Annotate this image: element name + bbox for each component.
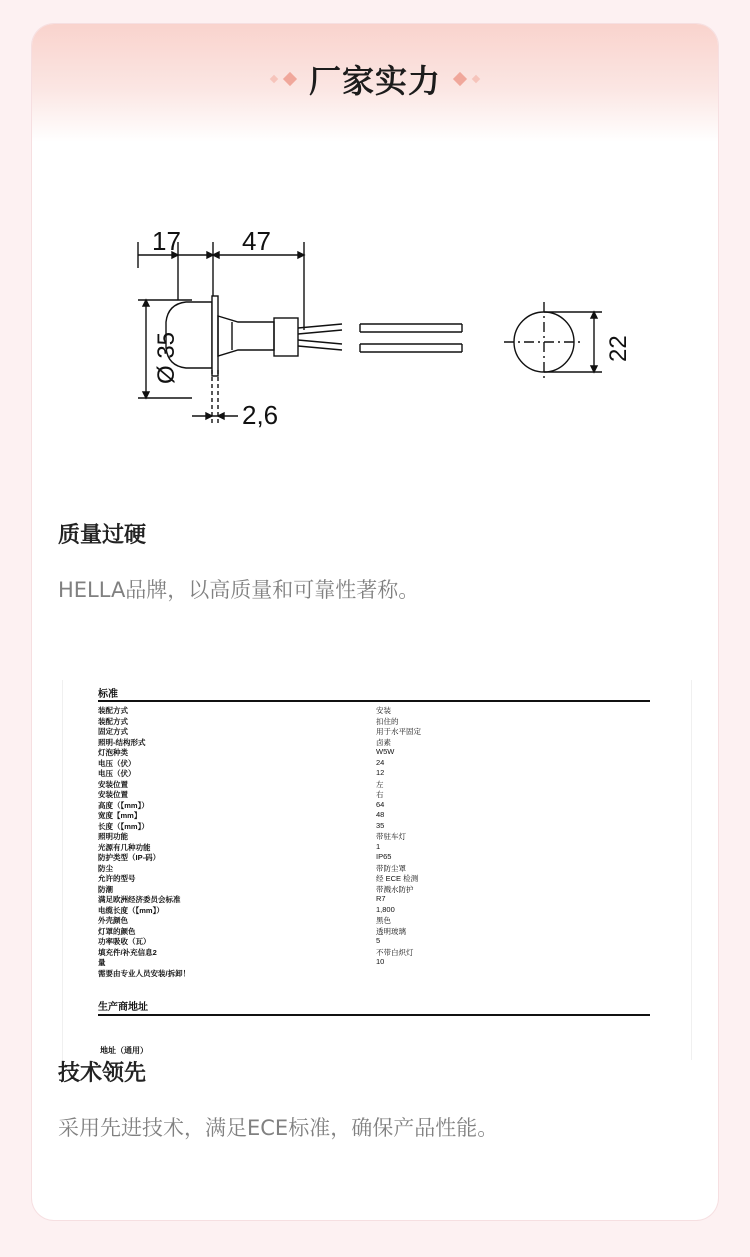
left-decoration	[271, 74, 295, 84]
spec-key: 填充件/补充信息2	[98, 947, 157, 957]
diamond-icon	[270, 75, 278, 83]
factory-strength-card	[32, 24, 718, 1220]
spec-key: 电压（伏）	[98, 758, 136, 768]
spec-sheet	[62, 680, 692, 1060]
spec-key: 安装位置	[98, 779, 128, 789]
spec-value: 扣住的	[376, 716, 399, 726]
spec-key: 固定方式	[98, 727, 128, 736]
spec-row	[98, 863, 658, 874]
divider	[98, 700, 650, 702]
spec-key: 电缆长度（【mm】）	[98, 905, 164, 915]
spec-row	[98, 926, 658, 937]
spec-value: 35	[376, 820, 385, 830]
spec-value: 左	[376, 779, 384, 789]
spec-row	[98, 737, 658, 748]
spec-value: 1	[376, 841, 381, 851]
spec-key: 光源有几种功能	[98, 842, 151, 852]
spec-value: 卤素	[376, 737, 391, 747]
diamond-icon	[283, 72, 297, 86]
spec-key: 需要由专业人员安装/拆卸！	[98, 968, 191, 978]
spec-row	[98, 831, 658, 842]
spec-key: 允许的型号	[98, 874, 136, 883]
spec-heading-2: 生产商地址	[98, 1002, 148, 1013]
section-text: 采用先进技术，满足ECE标准，确保产品性能。	[58, 1116, 499, 1140]
spec-row	[98, 747, 658, 758]
spec-key: 满足欧洲经济委员会标准	[98, 895, 181, 904]
diamond-icon	[453, 72, 467, 86]
spec-row	[98, 821, 658, 832]
dim-label: 22	[605, 335, 632, 362]
spec-key: 防尘	[98, 863, 113, 873]
spec-value: 带防尘罩	[376, 863, 406, 873]
spec-value: 安装	[376, 706, 391, 715]
spec-row	[98, 957, 658, 968]
spec-key: 宽度【mm】	[98, 811, 142, 820]
spec-key: 高度（【mm】）	[98, 800, 149, 810]
spec-key: 照明功能	[98, 832, 128, 841]
spec-value: 5	[376, 936, 381, 945]
spec-value: 带驻车灯	[376, 832, 406, 841]
spec-value: 10	[376, 957, 385, 966]
spec-key: 灯泡种类	[98, 748, 128, 757]
dim-label: Ø 35	[153, 331, 180, 384]
page-title: 厂家实力	[308, 62, 441, 100]
spec-row	[98, 884, 658, 895]
dim-label: 2,6	[242, 400, 279, 430]
spec-value: 透明玻璃	[376, 926, 406, 936]
lamp-dimension-drawing	[132, 220, 652, 470]
spec-value: R7	[376, 894, 386, 903]
spec-key: 装配方式	[98, 706, 128, 715]
spec-value: 12	[376, 768, 385, 777]
spec-row	[98, 789, 658, 800]
spec-row	[98, 716, 658, 727]
spec-value: 1,800	[376, 904, 395, 914]
spec-key: 防护类型（IP-码）	[98, 853, 161, 862]
spec-value: 经 ECE 检测	[376, 874, 419, 883]
spec-row	[98, 810, 658, 821]
spec-key: 照明-结构形式	[98, 737, 146, 747]
spec-row	[98, 873, 658, 884]
spec-row	[98, 947, 658, 958]
spec-key: 防潮	[98, 884, 113, 894]
spec-row	[98, 905, 658, 916]
right-decoration	[455, 74, 479, 84]
spec-value: 24	[376, 757, 385, 767]
spec-value: 用于水平固定	[376, 727, 421, 736]
spec-row	[98, 768, 658, 779]
spec-key: 电压（伏）	[98, 769, 136, 778]
spec-value: W5W	[376, 747, 395, 756]
spec-value: 黑色	[376, 916, 391, 925]
diamond-icon	[472, 75, 480, 83]
spec-heading: 标准	[98, 689, 118, 700]
spec-row	[98, 852, 658, 863]
technical-drawing	[132, 220, 652, 470]
spec-row	[98, 915, 658, 926]
spec-row	[98, 800, 658, 811]
spec-key: 灯罩的颜色	[98, 926, 136, 936]
spec-row	[98, 758, 658, 769]
section-header	[32, 56, 718, 102]
dim-label: 17	[152, 226, 181, 256]
spec-value: 48	[376, 810, 385, 819]
spec-footer: 地址（通用）	[100, 1046, 148, 1055]
spec-key: 装配方式	[98, 716, 128, 726]
spec-value: 64	[376, 799, 385, 809]
spec-key: 量	[98, 958, 106, 967]
spec-key: 长度（【mm】）	[98, 821, 149, 831]
spec-value: 带溅水防护	[376, 884, 414, 894]
spec-key: 功率吸收（瓦）	[98, 937, 151, 946]
spec-value: IP65	[376, 852, 392, 861]
section-title: 质量过硬	[58, 523, 147, 548]
spec-value: 右	[376, 790, 384, 799]
spec-key: 安装位置	[98, 790, 128, 799]
spec-row	[98, 936, 658, 947]
dim-label: 47	[242, 226, 271, 256]
spec-key: 外壳颜色	[98, 916, 128, 925]
spec-row	[98, 705, 658, 716]
section-title: 技术领先	[58, 1061, 147, 1086]
section-text: HELLA品牌，以高质量和可靠性著称。	[58, 578, 420, 602]
spec-row	[98, 726, 658, 737]
spec-row	[98, 968, 658, 979]
spec-row	[98, 842, 658, 853]
spec-value: 不带白炽灯	[376, 947, 414, 957]
spec-row	[98, 894, 658, 905]
divider	[98, 1014, 650, 1016]
spec-row	[98, 779, 658, 790]
